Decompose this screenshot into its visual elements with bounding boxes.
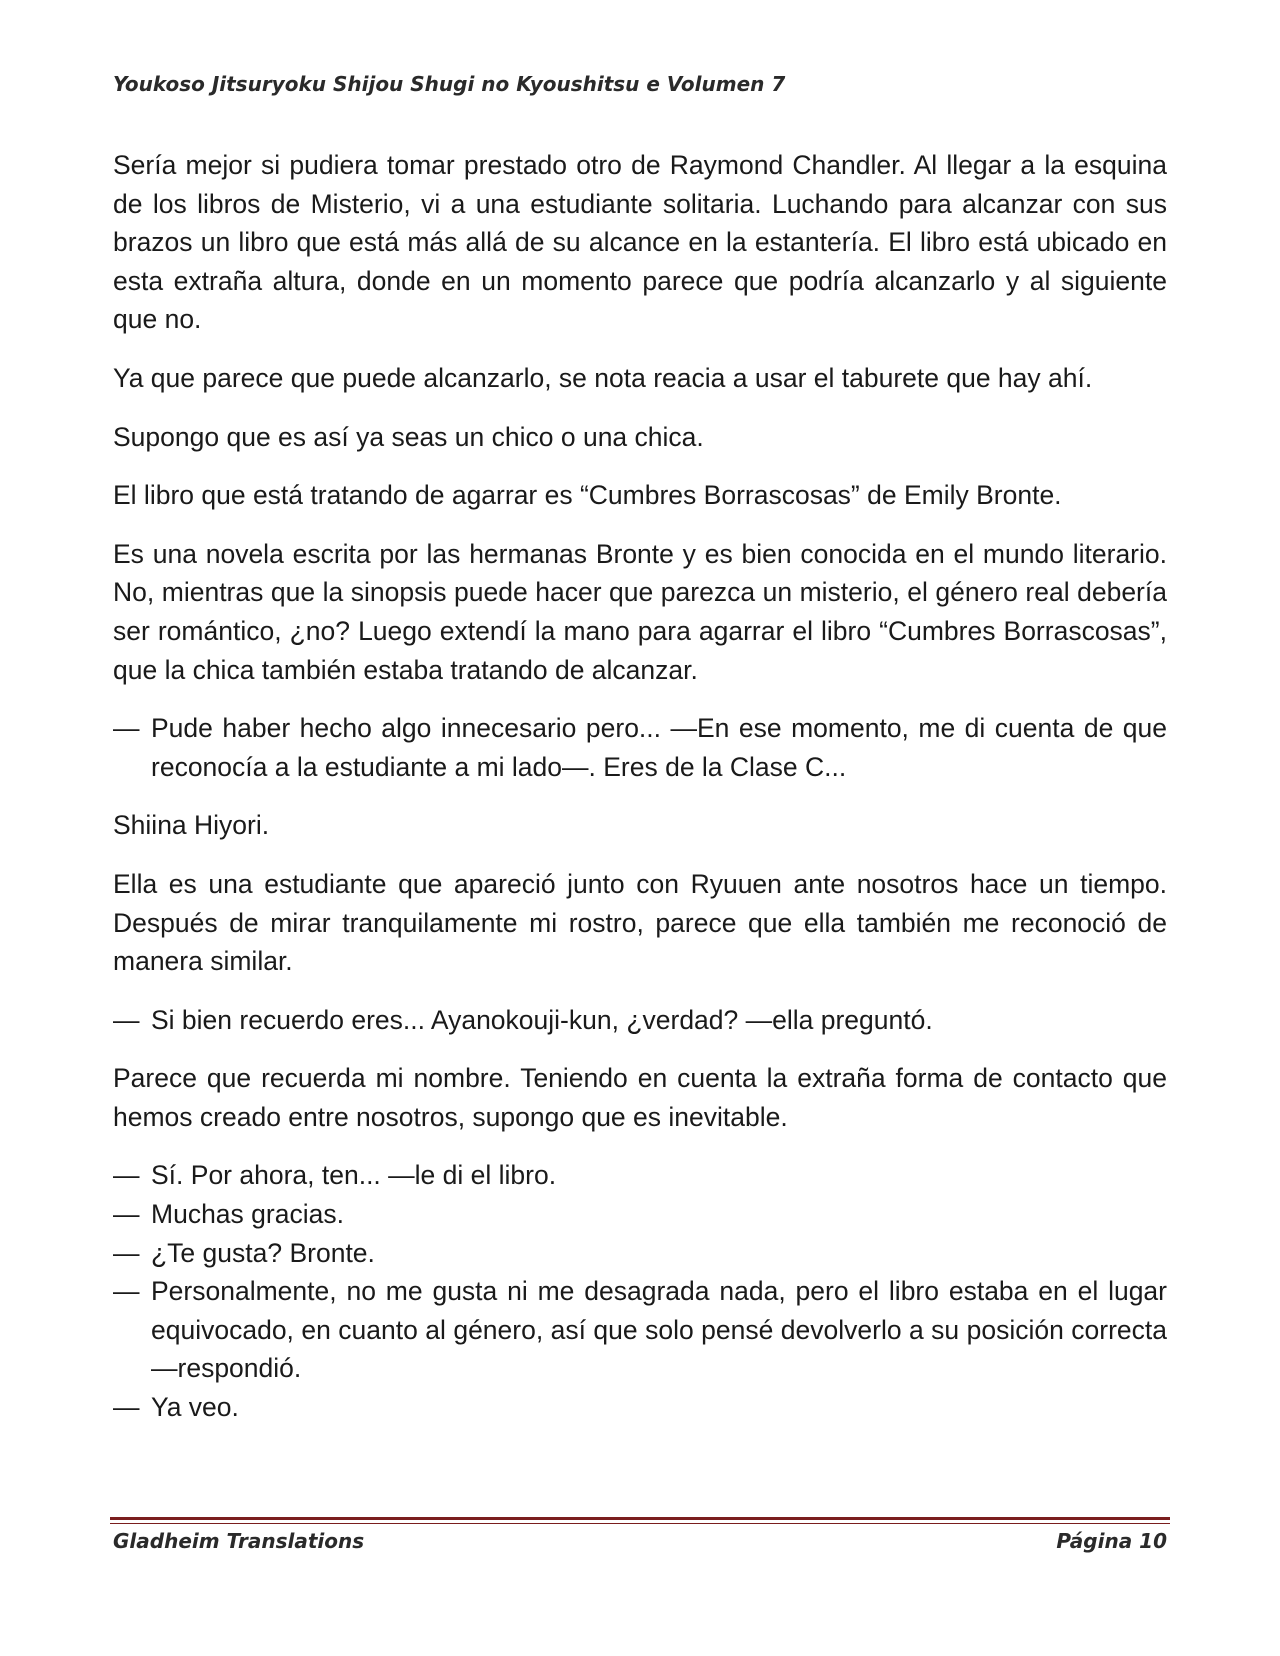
paragraph: Ella es una estudiante que apareció junto con Ryuuen ante nosotros hace un tiempo. Después de mirar tranquilamente mi rostro, parece que ella también me reconoció de manera similar. xyxy=(113,868,1167,977)
paragraph: Shiina Hiyori. xyxy=(113,810,270,841)
dialogue-text: Sí. Por ahora, ten... —le di el libro. xyxy=(151,1160,557,1191)
dialogue-text: ¿Te gusta? Bronte. xyxy=(151,1237,375,1268)
dialogue-line xyxy=(113,1272,1167,1388)
dialogue-dash: — xyxy=(113,1276,140,1307)
dialogue-block xyxy=(113,709,1167,786)
dialogue-line xyxy=(113,1156,1167,1195)
dialogue-dash: — xyxy=(113,1160,140,1191)
dialogue-block xyxy=(113,1001,1167,1040)
dialogue-dash: — xyxy=(113,713,140,744)
footer-rule xyxy=(110,1517,1170,1520)
dialogue-text: Personalmente, no me gusta ni me desagrada nada, pero el libro estaba en el lugar equivocado, en cuanto al género, así que solo pensé devolverlo a su posición correcta —respondió. xyxy=(151,1276,1167,1384)
dialogue-line xyxy=(113,1388,1167,1427)
dialogue-text: Pude haber hecho algo innecesario pero... —En ese momento, me di cuenta de que reconocía a la estudiante a mi lado—. Eres de la Clase C... xyxy=(151,713,1167,782)
paragraph: Sería mejor si pudiera tomar prestado otro de Raymond Chandler. Al llegar a la esquina de los libros de Misterio, vi a una estudiante solitaria. Luchando para alcanzar con sus brazos un libro que está más allá de su alcance en la estantería. El libro está ubicado en esta extraña altura, donde en un momento parece que podría alcanzarlo y al siguiente que no. xyxy=(113,150,1167,335)
dialogue-dash: — xyxy=(113,1237,140,1268)
dialogue-dash: — xyxy=(113,1392,140,1423)
footer-translator: Gladheim Translations xyxy=(113,1529,365,1553)
footer-rule-thin xyxy=(110,1523,1170,1524)
dialogue-text: Muchas gracias. xyxy=(151,1199,344,1230)
paragraph: Supongo que es así ya seas un chico o una chica. xyxy=(113,421,704,452)
running-header: Youkoso Jitsuryoku Shijou Shugi no Kyoushitsu e Volumen 7 xyxy=(113,72,786,96)
dialogue-line xyxy=(113,1234,1167,1273)
dialogue-dash: — xyxy=(113,1004,140,1035)
dialogue-text: Ya veo. xyxy=(151,1392,239,1423)
dialogue-text: Si bien recuerdo eres... Ayanokouji-kun, ¿verdad? —ella preguntó. xyxy=(151,1004,933,1035)
paragraph: El libro que está tratando de agarrar es “Cumbres Borrascosas” de Emily Bronte. xyxy=(113,480,1062,511)
paragraph: Parece que recuerda mi nombre. Teniendo en cuenta la extraña forma de contacto que hemos creado entre nosotros, supongo que es inevitable. xyxy=(113,1063,1167,1132)
dialogue-dash: — xyxy=(113,1199,140,1230)
dialogue-line xyxy=(113,1195,1167,1234)
paragraph: Ya que parece que puede alcanzarlo, se nota reacia a usar el taburete que hay ahí. xyxy=(113,362,1093,393)
footer-page-number: Página 10 xyxy=(1056,1529,1167,1553)
paragraph: Es una novela escrita por las hermanas Bronte y es bien conocida en el mundo literario. No, mientras que la sinopsis puede hacer que parezca un misterio, el género real debería ser romántico, ¿no? Luego extendí la mano para agarrar el libro “Cumbres Borrascosas”, que la chica también estaba tratando de alcanzar. xyxy=(113,538,1167,685)
dialogue-line xyxy=(113,1001,1167,1040)
dialogue-line xyxy=(113,709,1167,786)
page-body xyxy=(113,146,1167,1427)
dialogue-block xyxy=(113,1156,1167,1426)
